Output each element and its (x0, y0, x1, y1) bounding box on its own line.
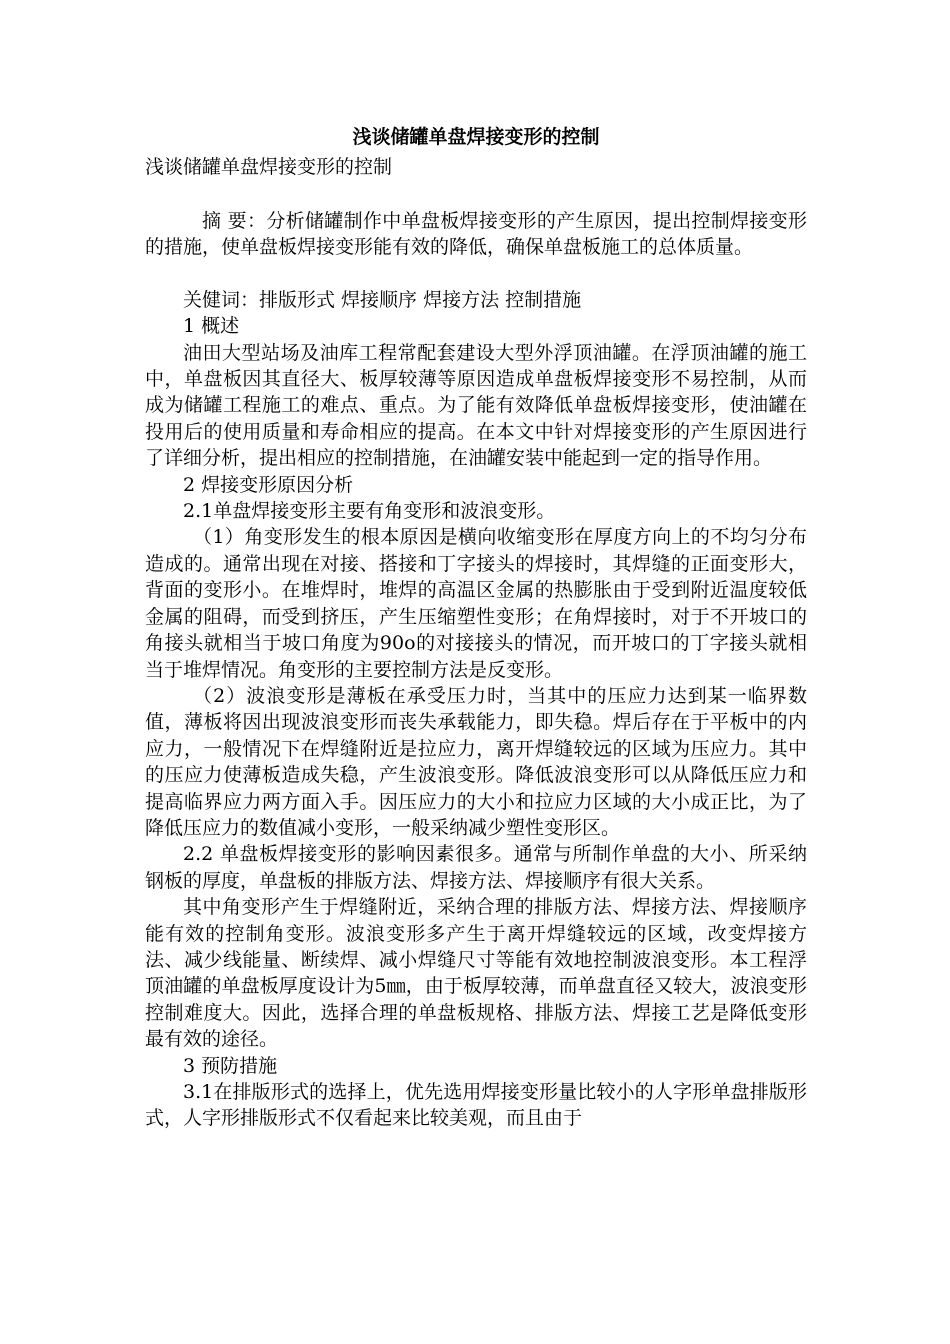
spacer (145, 182, 807, 208)
section-1-paragraph: 油田大型站场及油库工程常配套建设大型外浮顶油罐。在浮顶油罐的施工中，单盘板因其直径大、板厚较薄等原因造成单盘板焊接变形不易控制，从而成为储罐工程施工的难点、重点。为了能有效降低单盘板焊接变形，使油罐在投用后的使用质量和寿命相应的提高。在本文中针对焊接变形的产生原因进行了详细分析，提出相应的控制措施，在油罐安装中能起到一定的指导作用。 (145, 341, 807, 470)
document-title: 浅谈储罐单盘焊接变形的控制 (352, 126, 600, 148)
section-1-heading: 1 概述 (183, 315, 240, 338)
spacer (145, 261, 807, 287)
section-3-1-paragraph: 3.1在排版形式的选择上，优先选用焊接变形量比较小的人字形单盘排版形式，人字形排版形式不仅看起来比较美观，而且由于 (145, 1081, 807, 1130)
document-subtitle: 浅谈储罐单盘焊接变形的控制 (145, 156, 393, 178)
section-2-1-line: 2.1单盘焊接变形主要有角变形和波浪变形。 (183, 500, 556, 523)
control-paragraph: 其中角变形产生于焊缝附近，采纳合理的排版方法、焊接方法、焊接顺序能有效的控制角变形。波浪变形多产生于离开焊缝较远的区域，改变焊接方法、减少线能量、断续焊、减小焊缝尺寸等能有效地控制波浪变形。本工程浮顶油罐的单盘板厚度设计为5㎜，由于板厚较薄，而单盘直径又较大，波浪变形控制难度大。因此，选择合理的单盘板规格、排版方法、焊接工艺是降低变形最有效的途径。 (145, 896, 807, 1051)
section-2-heading: 2 焊接变形原因分析 (183, 473, 354, 496)
angle-deformation-paragraph: （1）角变形发生的根本原因是横向收缩变形在厚度方向上的不均匀分布造成的。通常出现在对接、搭接和丁字接头的焊接时，其焊缝的正面变形大，背面的变形小。在堆焊时，堆焊的高温区金属的热膨胀由于受到附近温度较低金属的阻碍，而受到挤压，产生压缩塑性变形；在角焊接时，对于不开坡口的角接头就相当于坡口角度为90o的对接接头的情况，而开坡口的丁字接头就相当于堆焊情况。角变形的主要控制方法是反变形。 (145, 526, 807, 681)
section-2-2-paragraph: 2.2 单盘板焊接变形的影响因素很多。通常与所制作单盘的大小、所采纳钢板的厚度，单盘板的排版方法、焊接方法、焊接顺序有很大关系。 (145, 843, 807, 892)
abstract-paragraph: 摘 要：分析储罐制作中单盘板焊接变形的产生原因，提出控制焊接变形的措施，使单盘板焊接变形能有效的降低，确保单盘板施工的总体质量。 (145, 210, 807, 259)
section-3-heading: 3 预防措施 (183, 1054, 278, 1077)
document-page (145, 120, 807, 1132)
keywords-line: 关健词：排版形式 焊接顺序 焊接方法 控制措施 (183, 288, 582, 311)
wave-deformation-paragraph: （2）波浪变形是薄板在承受压力时，当其中的压应力达到某一临界数值，薄板将因出现波浪变形而丧失承载能力，即失稳。焊后存在于平板中的内应力，一般情况下在焊缝附近是拉应力，离开焊缝较远的区域为压应力。其中的压应力使薄板造成失稳，产生波浪变形。降低波浪变形可以从降低压应力和提高临界应力两方面入手。因压应力的大小和拉应力区域的大小成正比，为了降低压应力的数值减小变形，一般采纳减少塑性变形区。 (145, 684, 807, 839)
